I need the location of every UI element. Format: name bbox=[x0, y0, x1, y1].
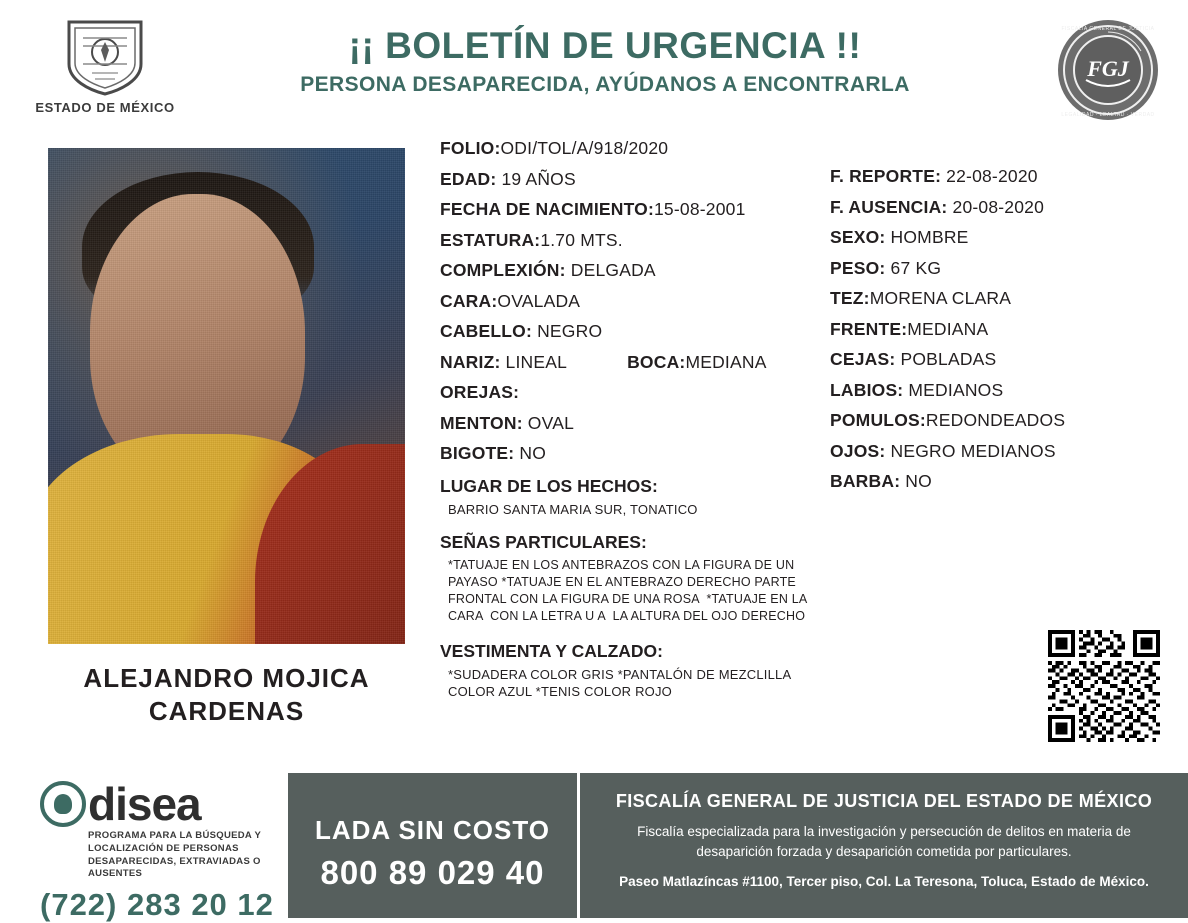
detail-row-edad bbox=[440, 168, 830, 189]
detail-row-cejas bbox=[830, 351, 1160, 369]
footer-contact-bar bbox=[288, 773, 1188, 918]
detail-row-folio bbox=[440, 140, 830, 158]
detail-label-boca: BOCA: bbox=[627, 351, 686, 372]
detail-row-pomulos bbox=[830, 412, 1160, 430]
detail-value: MEDIANOS bbox=[903, 379, 1004, 400]
lada-block bbox=[288, 773, 580, 918]
detail-label: FRENTE: bbox=[830, 318, 908, 339]
section-text: *SUDADERA COLOR GRIS *PANTALÓN DE MEZCLILLA COLOR AZUL *TENIS COLOR ROJO bbox=[448, 666, 795, 700]
detail-label: OREJAS: bbox=[440, 382, 520, 402]
detail-label: CEJAS: bbox=[830, 349, 896, 369]
detail-value: 15-08-2001 bbox=[654, 199, 746, 219]
page-subtitle: PERSONA DESAPARECIDA, AYÚDANOS A ENCONTRARLA bbox=[300, 72, 910, 96]
detail-value: 22-08-2020 bbox=[941, 166, 1038, 186]
estado-de-mexico-shield-icon bbox=[61, 18, 149, 96]
detail-value: OVAL bbox=[522, 412, 575, 433]
detail-label: COMPLEXIÓN: bbox=[440, 260, 566, 280]
detail-value: POBLADAS bbox=[895, 349, 997, 369]
document-footer bbox=[0, 773, 1188, 923]
detail-row-f-reporte bbox=[830, 168, 1160, 186]
section-lugar-de-los-hechos bbox=[440, 476, 830, 519]
details-left-column bbox=[440, 140, 830, 701]
person-photo-block bbox=[48, 148, 405, 727]
fgj-logo-icon bbox=[1056, 18, 1160, 122]
detail-value: DELGADA bbox=[565, 260, 656, 280]
detail-row-complexion bbox=[440, 262, 830, 280]
detail-value: 20-08-2020 bbox=[947, 196, 1045, 217]
disea-phone: (722) 283 20 12 bbox=[40, 887, 274, 923]
fgj-description: Fiscalía especializada para la investigación y persecución de delitos en materia de desaparición forzada y desaparición cometida por particulares. bbox=[637, 824, 1131, 859]
section-senas-particulares bbox=[440, 532, 830, 625]
section-text: BARRIO SANTA MARIA SUR, TONATICO bbox=[448, 501, 698, 517]
detail-row-labios bbox=[830, 379, 1160, 400]
detail-value-boca: MEDIANA bbox=[685, 351, 767, 372]
svg-text:FISCALIA GENERAL DE JUSTICIA: FISCALIA GENERAL DE JUSTICIA bbox=[1061, 26, 1155, 32]
disea-subtitle: PROGRAMA PARA LA BÚSQUEDA Y LOCALIZACIÓN DE PERSONAS DESAPARECIDAS, EXTRAVIADAS O AUSENTES bbox=[88, 830, 261, 880]
detail-value: OVALADA bbox=[497, 290, 581, 311]
detail-value: 1.70 MTS. bbox=[540, 229, 623, 250]
detail-row-cara bbox=[440, 290, 830, 311]
estado-de-mexico-caption: ESTADO DE MÉXICO bbox=[35, 100, 175, 115]
detail-row-tez bbox=[830, 290, 1160, 308]
detail-label-nariz: NARIZ: bbox=[440, 351, 501, 372]
detail-label: F. AUSENCIA: bbox=[830, 196, 948, 217]
detail-row-cabello bbox=[440, 323, 830, 341]
detail-label: OJOS: bbox=[830, 440, 886, 461]
disea-wordmark bbox=[40, 778, 290, 830]
detail-row-f-ausencia bbox=[830, 196, 1160, 217]
detail-label: FOLIO: bbox=[440, 138, 501, 158]
qr-code bbox=[1048, 630, 1160, 742]
detail-row-nariz-boca bbox=[440, 351, 830, 372]
lada-label: LADA SIN COSTO bbox=[314, 815, 550, 845]
detail-label: BIGOTE: bbox=[440, 443, 515, 463]
fgj-title: FISCALÍA GENERAL DE JUSTICIA DEL ESTADO DE MÉXICO bbox=[615, 791, 1153, 811]
page-title: ¡¡ BOLETÍN DE URGENCIA !! bbox=[348, 25, 862, 66]
detail-label: LABIOS: bbox=[830, 379, 904, 400]
section-text: *TATUAJE EN LOS ANTEBRAZOS CON LA FIGURA DE UN PAYASO *TATUAJE EN EL ANTEBRAZO DERECHO PARTE FRONTAL CON LA FIGURA DE UNA ROSA *TATUAJE EN LA CARA CON LA LETRA U A LA ALTURA DEL OJO DERECHO bbox=[448, 558, 811, 623]
detail-label: FECHA DE NACIMIENTO: bbox=[440, 199, 654, 219]
document-header bbox=[0, 0, 1188, 130]
section-title: LUGAR DE LOS HECHOS: bbox=[440, 475, 658, 496]
detail-value: HOMBRE bbox=[885, 227, 969, 247]
detail-row-frente bbox=[830, 318, 1160, 339]
person-name: ALEJANDRO MOJICA CARDENAS bbox=[83, 663, 370, 726]
disea-word-text: disea bbox=[88, 778, 201, 830]
section-title: VESTIMENTA Y CALZADO: bbox=[440, 640, 663, 661]
details-right-column bbox=[830, 168, 1160, 504]
section-title: SEÑAS PARTICULARES: bbox=[440, 532, 647, 553]
detail-row-estatura bbox=[440, 229, 830, 250]
detail-row-peso bbox=[830, 257, 1160, 278]
fgj-address: Paseo Matlazíncas #1100, Tercer piso, Col. La Teresona, Toluca, Estado de México. bbox=[619, 874, 1149, 890]
disea-person-icon bbox=[40, 781, 86, 827]
section-vestimenta-y-calzado bbox=[440, 641, 830, 701]
detail-label: MENTON: bbox=[440, 412, 523, 433]
detail-value: NEGRO bbox=[532, 321, 603, 341]
detail-row-fecha-nacimiento bbox=[440, 201, 830, 219]
detail-label: POMULOS: bbox=[830, 410, 926, 430]
detail-label: SEXO: bbox=[830, 227, 886, 247]
detail-label: CABELLO: bbox=[440, 321, 533, 341]
detail-label: TEZ: bbox=[830, 288, 870, 308]
detail-value: MORENA CLARA bbox=[869, 288, 1012, 308]
detail-value: 67 KG bbox=[885, 257, 942, 278]
detail-row-ojos bbox=[830, 440, 1160, 461]
detail-row-menton bbox=[440, 412, 830, 433]
detail-label: F. REPORTE: bbox=[830, 166, 942, 186]
fgj-info-block bbox=[580, 773, 1188, 918]
detail-row-bigote bbox=[440, 445, 830, 463]
detail-value: NO bbox=[900, 471, 932, 491]
detail-value-nariz: LINEAL bbox=[500, 351, 568, 372]
detail-value: REDONDEADOS bbox=[925, 410, 1066, 430]
detail-label: ESTATURA: bbox=[440, 229, 541, 250]
detail-label: CARA: bbox=[440, 290, 498, 311]
detail-row-orejas bbox=[440, 384, 830, 402]
disea-logo-block bbox=[40, 778, 290, 923]
detail-row-barba bbox=[830, 473, 1160, 491]
lada-number: 800 89 029 40 bbox=[320, 854, 545, 891]
detail-label: BARBA: bbox=[830, 471, 901, 491]
header-titles bbox=[200, 26, 1010, 97]
detail-label: PESO: bbox=[830, 257, 886, 278]
detail-value: ODI/TOL/A/918/2020 bbox=[500, 138, 669, 158]
person-photo bbox=[48, 148, 405, 644]
detail-value: NEGRO MEDIANOS bbox=[885, 440, 1056, 461]
svg-text:FGJ: FGJ bbox=[1087, 56, 1129, 81]
detail-value: NO bbox=[514, 443, 547, 463]
detail-value: 19 AÑOS bbox=[496, 168, 576, 189]
detail-value: MEDIANA bbox=[907, 318, 989, 339]
photo-grain-overlay bbox=[48, 148, 405, 644]
estado-de-mexico-logo bbox=[30, 18, 180, 115]
svg-text:LEGALIDAD · LEALTAD · VERDAD: LEGALIDAD · LEALTAD · VERDAD bbox=[1061, 112, 1155, 118]
detail-label: EDAD: bbox=[440, 168, 497, 189]
detail-row-sexo bbox=[830, 229, 1160, 247]
